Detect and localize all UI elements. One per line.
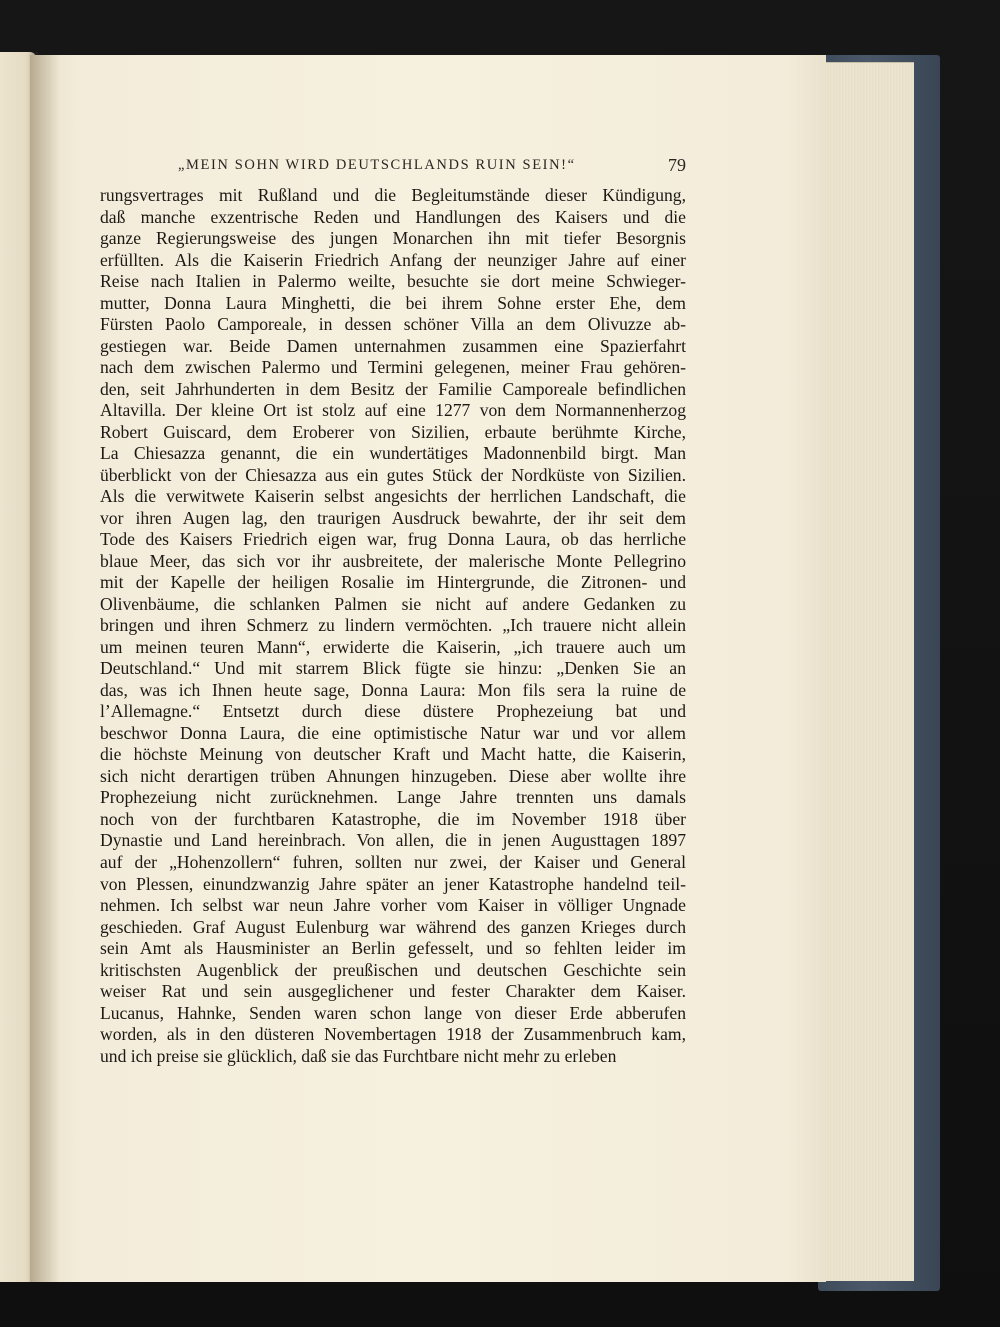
text-line: Tode des Kaisers Friedrich eigen war, frug Donna Laura, ob das herrliche [100,529,686,550]
text-line: nehmen. Ich selbst war neun Jahre vorher vom Kaiser in völliger Ungnade [100,895,686,916]
running-head: „MEIN SOHN WIRD DEUTSCHLANDS RUIN SEIN!“ [178,157,576,173]
text-line: Reise nach Italien in Palermo weilte, besuchte sie dort meine Schwieger- [100,271,686,292]
text-line: um meinen teuren Mann“, erwiderte die Kaiserin, „ich trauere auch um [100,636,686,657]
text-line: Als die verwitwete Kaiserin selbst angesichts der herrlichen Landschaft, die [100,486,686,507]
text-line: weiser Rat und sein ausgeglichener und fester Charakter dem Kaiser. [100,981,686,1002]
text-line: Olivenbäume, die schlanken Palmen sie nicht auf andere Gedanken zu [100,593,686,614]
text-line: Lucanus, Hahnke, Senden waren schon lange von dieser Erde abberufen [100,1002,686,1023]
text-line: von Plessen, einundzwanzig Jahre später an jener Katastrophe handelnd teil- [100,873,686,894]
text-line: die höchste Meinung von deutscher Kraft und Macht hatte, die Kaiserin, [100,744,686,765]
page-block-edge [822,62,914,1281]
text-line: bringen und ihren Schmerz zu lindern vermöchten. „Ich trauere nicht allein [100,615,686,636]
text-line: geschieden. Graf August Eulenburg war während des ganzen Krieges durch [100,916,686,937]
text-line: nach dem zwischen Palermo und Termini gelegenen, meiner Frau gehören- [100,357,686,378]
text-line: Robert Guiscard, dem Eroberer von Sizilien, erbaute berühmte Kirche, [100,421,686,442]
text-line: den, seit Jahrhunderten in dem Besitz der Familie Camporeale befindlichen [100,378,686,399]
text-line: mit der Kapelle der heiligen Rosalie im Hintergrunde, die Zitronen- und [100,572,686,593]
text-line: vor ihren Augen lag, den traurigen Ausdruck bewahrte, der ihr seit dem [100,507,686,528]
text-line: und ich preise sie glücklich, daß sie das Furchtbare nicht mehr zu erleben [100,1045,617,1066]
text-line: sich nicht derartigen trüben Ahnungen hinzugeben. Diese aber wollte ihre [100,765,686,786]
text-line: das, was ich Ihnen heute sage, Donna Laura: Mon fils sera la ruine de [100,679,686,700]
text-line: Altavilla. Der kleine Ort ist stolz auf eine 1277 von dem Normannenherzog [100,400,686,421]
text-line: sein Amt als Hausminister an Berlin gefesselt, und so fehlten leider im [100,938,686,959]
body-text [100,185,686,1067]
text-line: beschwor Donna Laura, die eine optimistische Natur war und vor allem [100,722,686,743]
text-line: daß manche exzentrische Reden und Handlungen des Kaisers und die [100,206,686,227]
text-line: noch von der furchtbaren Katastrophe, die im November 1918 über [100,808,686,829]
text-line: worden, als in den düsteren Novembertagen 1918 der Zusammenbruch kam, [100,1024,686,1045]
text-line: Prophezeiung nicht zurücknehmen. Lange Jahre trennten uns damals [100,787,686,808]
text-line: rungsvertrages mit Rußland und die Begleitumstände dieser Kündigung, [100,185,686,205]
text-line: überblickt von der Chiesazza aus ein gutes Stück der Nordküste von Sizilien. [100,464,686,485]
text-line: ganze Regierungsweise des jungen Monarchen ihn mit tiefer Besorgnis [100,228,686,249]
page-header [178,157,686,179]
page-number: 79 [668,155,686,175]
text-line: auf der „Hohenzollern“ fuhren, sollten nur zwei, der Kaiser und General [100,851,686,872]
text-line: l’Allemagne.“ Entsetzt durch diese düstere Prophezeiung bat und [100,701,686,722]
gutter-shadow [30,55,60,1282]
text-line: Fürsten Paolo Camporeale, in dessen schöner Villa an dem Olivuzze ab- [100,314,686,335]
text-line: La Chiesazza genannt, die ein wundertätiges Madonnenbild birgt. Man [100,443,686,464]
text-line: mutter, Donna Laura Minghetti, die bei ihrem Sohne erster Ehe, dem [100,292,686,313]
text-line: Deutschland.“ Und mit starrem Blick fügte sie hinzu: „Denken Sie an [100,658,686,679]
text-line: erfüllten. Als die Kaiserin Friedrich Anfang der neunziger Jahre auf einer [100,249,686,270]
text-line: gestiegen war. Beide Damen unternahmen zusammen eine Spazierfahrt [100,335,686,356]
text-line: blaue Meer, das sich vor ihr ausbreitete, der malerische Monte Pellegrino [100,550,686,571]
text-line: Dynastie und Land hereinbrach. Von allen, die in jenen Augusttagen 1897 [100,830,686,851]
text-line: kritischsten Augenblick der preußischen und deutschen Geschichte sein [100,959,686,980]
